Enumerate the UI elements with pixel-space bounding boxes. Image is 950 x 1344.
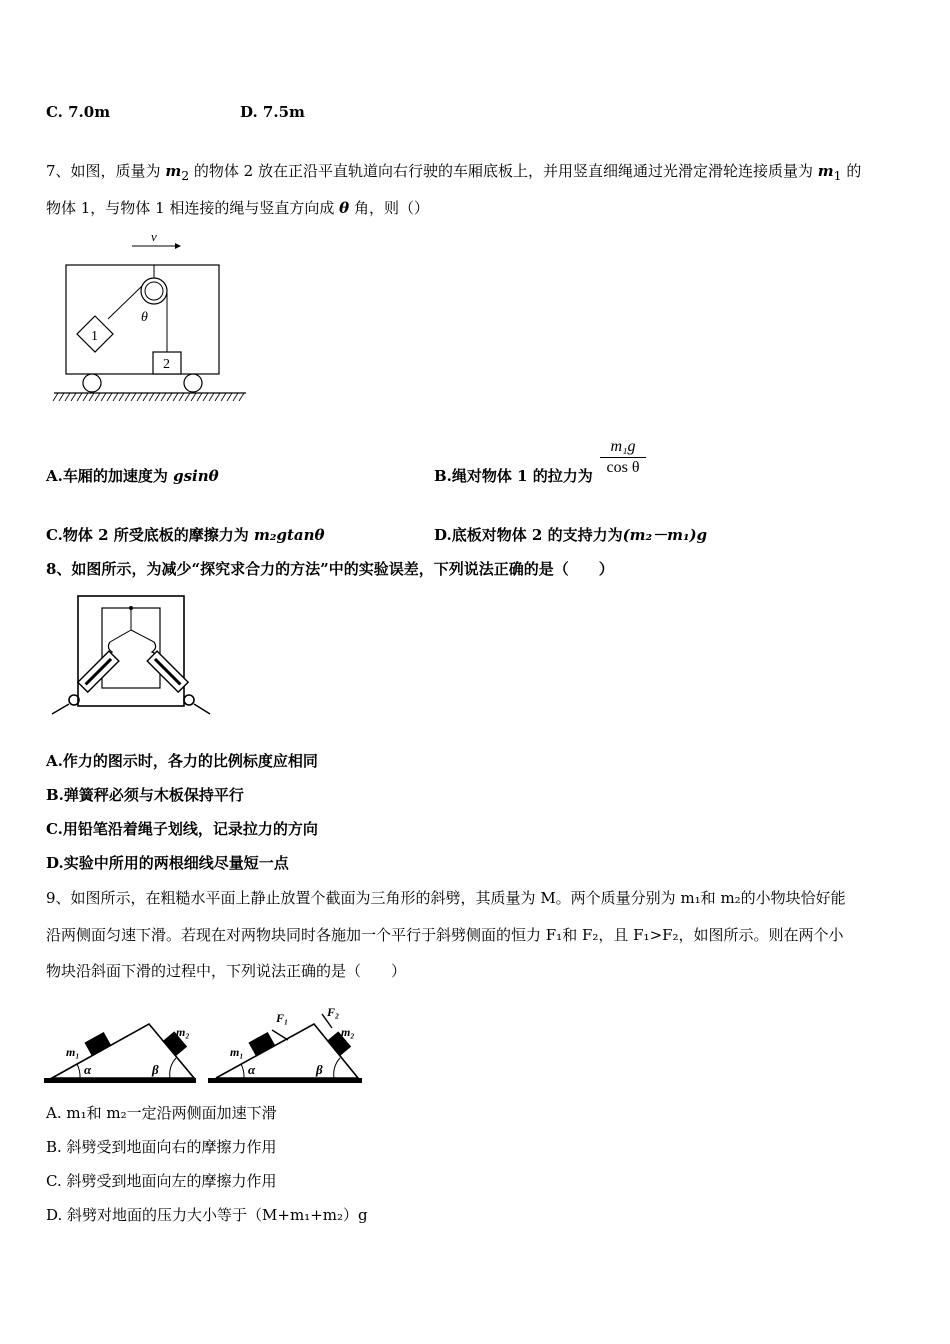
ground-hatch: [161, 393, 166, 401]
q9-option-d: D. 斜劈对地面的压力大小等于（M+m₁+m₂）g: [46, 1206, 368, 1224]
q7-angle-label: θ: [141, 310, 148, 325]
ground-hatch: [227, 393, 232, 401]
q7-stem-line-1: 7、如图，质量为 $m_2$ 的物体 2 放在正沿平直轨道向右行驶的车厢底板上，并用竖直细绳通过光滑定滑轮连接质量为 $m_1$ 的: [46, 162, 862, 183]
fraction-denominator: cos θ: [606, 459, 640, 476]
ground-hatch: [197, 393, 202, 401]
ground-hatch: [77, 393, 82, 401]
q9-right-beta-label: β: [316, 1062, 323, 1077]
ground-hatch: [125, 393, 130, 401]
ground-hatch: [89, 393, 94, 401]
q8-option-d: D.实验中所用的两根细线尽量短一点: [46, 854, 289, 872]
q8-option-c: C.用铅笔沿着绳子划线，记录拉力的方向: [46, 820, 318, 838]
ground-hatch: [101, 393, 106, 401]
q7-option-b-fraction: [600, 438, 646, 477]
ground-hatch: [71, 393, 76, 401]
q7-box2-label: 2: [163, 357, 170, 372]
q9-left-m1-label: m₁: [66, 1045, 80, 1059]
ground-hatch: [209, 393, 214, 401]
ground-hatch: [239, 393, 244, 401]
q8-option-b: B.弹簧秤必须与木板保持平行: [46, 786, 244, 804]
q9-option-c: C. 斜劈受到地面向左的摩擦力作用: [46, 1172, 277, 1190]
q9-right-f1-label: F₁: [276, 1011, 289, 1025]
q8-option-a: A.作力的图示时，各力的比例标度应相同: [46, 752, 318, 770]
ground-hatch: [83, 393, 88, 401]
q7-option-c: C.物体 2 所受底板的摩擦力为 m₂gtanθ: [46, 526, 325, 544]
ground-hatch: [53, 393, 58, 401]
q9-stem-line-2: 沿两侧面匀速下滑。若现在对两物块同时各施加一个平行于斜劈侧面的恒力 F₁和 F₂，且 F₁>F₂，如图所示。则在两个小: [46, 926, 844, 944]
ground-hatch: [233, 393, 238, 401]
q9-right-f2-label: F₂: [327, 1005, 340, 1019]
ground-hatch: [137, 393, 142, 401]
ground-hatch: [203, 393, 208, 401]
q9-option-a: A. m₁和 m₂一定沿两侧面加速下滑: [46, 1104, 277, 1122]
ground-hatch: [131, 393, 136, 401]
ground-hatch: [59, 393, 64, 401]
q9-stem-line-3: 物块沿斜面下滑的过程中，下列说法正确的是（ ）: [46, 962, 407, 980]
ground-hatch: [167, 393, 172, 401]
ground-hatch: [173, 393, 178, 401]
ground-hatch: [155, 393, 160, 401]
q9-right-m1-label: m₁: [230, 1045, 244, 1059]
ground-hatch: [191, 393, 196, 401]
ground-hatch: [185, 393, 190, 401]
ground-hatch: [215, 393, 220, 401]
ground-hatch: [143, 393, 148, 401]
ground-hatch: [179, 393, 184, 401]
ground-hatch: [119, 393, 124, 401]
q7-option-b: B.绳对物体 1 的拉力为: [434, 467, 593, 485]
ground-hatch: [95, 393, 100, 401]
fraction-numerator: m₁g: [600, 438, 646, 458]
q9-stem-line-1: 9、如图所示，在粗糙水平面上静止放置个截面为三角形的斜劈，其质量为 M。两个质量分别为 m₁和 m₂的小物块恰好能: [46, 889, 846, 907]
q6-option-c: C. 7.0m: [46, 103, 111, 121]
q9-left-alpha-label: α: [84, 1062, 92, 1077]
q6-option-d: D. 7.5m: [240, 103, 305, 121]
q8-stem: 8、如图所示，为减少“探究求合力的方法”中的实验误差，下列说法正确的是（ ）: [46, 560, 614, 578]
ground-hatch: [221, 393, 226, 401]
ground-hatch: [149, 393, 154, 401]
q7-cart-figure: [50, 228, 260, 413]
q9-wedge-figure: [44, 1000, 374, 1090]
ground-hatch: [65, 393, 70, 401]
q7-option-d: D.底板对物体 2 的支持力为(m₂－m₁)g: [434, 526, 708, 544]
q8-force-experiment-figure: [44, 590, 224, 720]
q7-stem-line-2: 物体 1，与物体 1 相连接的绳与竖直方向成 θ 角，则（）: [46, 199, 429, 217]
q9-right-alpha-label: α: [248, 1062, 256, 1077]
q9-right-m2-label: m₂: [341, 1025, 355, 1039]
q9-option-b: B. 斜劈受到地面向右的摩擦力作用: [46, 1138, 277, 1156]
q7-box1-label: 1: [91, 329, 98, 344]
q9-left-beta-label: β: [152, 1062, 159, 1077]
ground-hatch: [107, 393, 112, 401]
ground-hatch: [113, 393, 118, 401]
q9-left-m2-label: m₂: [176, 1025, 190, 1039]
q7-velocity-label: v: [151, 229, 157, 244]
q7-option-a: A.车厢的加速度为 gsinθ: [46, 467, 219, 485]
